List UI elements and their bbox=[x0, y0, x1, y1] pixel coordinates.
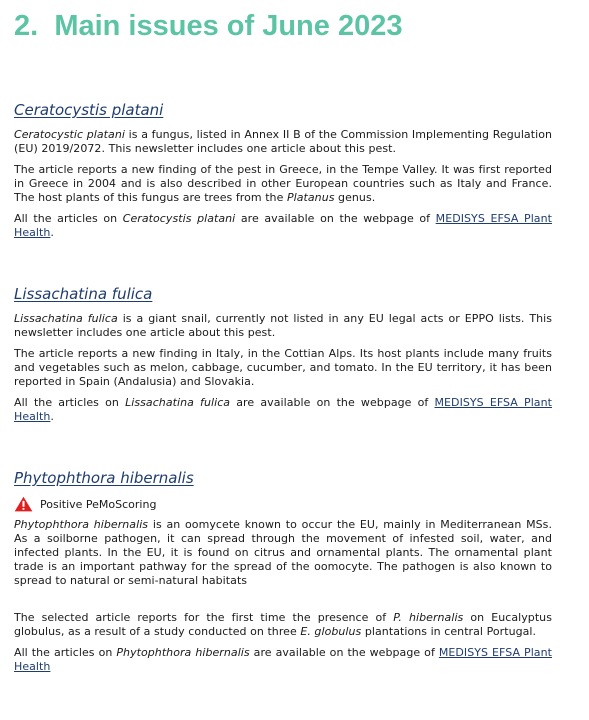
paragraph-text: . bbox=[50, 410, 54, 423]
paragraph-text: All the articles on bbox=[14, 646, 117, 659]
paragraph-intro bbox=[14, 128, 552, 156]
medisys-link[interactable]: MEDISYS EFSA Plant Health bbox=[14, 646, 552, 673]
paragraph-text: are available on the webpage of bbox=[230, 396, 435, 409]
species-name: Lissachatina fulica bbox=[125, 396, 231, 409]
paragraph-text: is a giant snail, currently not listed in any EU legal acts or EPPO lists. This newsletter includes one article about this pest. bbox=[14, 312, 553, 339]
paragraph-text: are available on the webpage of bbox=[235, 212, 436, 225]
species-name: Phytophthora hibernalis bbox=[116, 646, 250, 659]
paragraph-text: All the articles on bbox=[14, 212, 123, 225]
paragraph-text: on Eucalyptus globulus, as a result of a study conducted on three bbox=[14, 611, 552, 638]
paragraph-text: The article reports a new finding of the pest in Greece, in the Tempe Valley. It was first reported in Greece in 2004 and is also described in other European countries such as Italy and France. The host plants of this fungus are trees from the bbox=[14, 163, 552, 204]
paragraph-articles bbox=[14, 212, 552, 240]
paragraph-text: The selected article reports for the first time the presence of bbox=[14, 611, 394, 624]
page-title bbox=[14, 10, 402, 43]
paragraph-text: All the articles on bbox=[14, 396, 126, 409]
species-name: Ceratocystic platani bbox=[14, 128, 125, 141]
section-ceratocystis bbox=[14, 101, 552, 240]
paragraph-text: are available on the webpage of bbox=[249, 646, 439, 659]
paragraph-text: is a fungus, listed in Annex II B of the Commission Implementing Regulation (EU) 2019/2072. This newsletter includes one article about this pest. bbox=[14, 128, 552, 155]
paragraph-finding bbox=[14, 347, 552, 389]
genus-name: Platanus bbox=[286, 191, 335, 204]
species-name: Ceratocystis platani bbox=[122, 212, 236, 225]
section-lissachatina bbox=[14, 285, 552, 424]
pemoscoring-badge bbox=[14, 496, 552, 512]
paragraph-intro bbox=[14, 312, 552, 340]
species-name: E. globulus bbox=[300, 625, 362, 638]
section-title: Phytophthora hibernalis bbox=[14, 469, 194, 487]
paragraph-articles bbox=[14, 646, 552, 674]
section-title: Lissachatina fulica bbox=[14, 285, 153, 303]
warning-triangle-icon bbox=[14, 496, 33, 512]
species-name: Lissachatina fulica bbox=[14, 312, 118, 325]
species-name: P. hibernalis bbox=[393, 611, 464, 624]
paragraph-finding bbox=[14, 163, 552, 205]
paragraph-text: genus. bbox=[334, 191, 376, 204]
paragraph-text: is an oomycete known to occur the EU, mainly in Mediterranean MSs. As a soilborne pathogen, it can spread through the movement of infested soil, water, and infected plants. In the EU, it is found on citrus and ornamental plants. The ornamental plant trade is an important pathway for the spread of the oomocyte. The pathogen is also known to spread to natural or semi-natural habitats bbox=[14, 518, 552, 587]
warning-label: Positive PeMoScoring bbox=[40, 497, 157, 511]
species-name: Phytophthora hibernalis bbox=[14, 518, 149, 531]
medisys-link[interactable]: MEDISYS EFSA Plant Health bbox=[14, 212, 552, 239]
paragraph-intro bbox=[14, 518, 552, 588]
paragraph-finding bbox=[14, 611, 552, 639]
section-title: Ceratocystis platani bbox=[14, 101, 164, 119]
section-phytophthora bbox=[14, 469, 552, 674]
paragraph-text: The article reports a new finding in Italy, in the Cottian Alps. Its host plants include many fruits and vegetables such as melon, cabbage, cucumber, and tomato. In the EU territory, it has been reported in Spain (Andalusia) and Slovakia. bbox=[14, 347, 552, 388]
paragraph-text: . bbox=[50, 226, 54, 239]
paragraph-text: plantations in central Portugal. bbox=[361, 625, 537, 638]
paragraph-articles bbox=[14, 396, 552, 424]
heading-text: Main issues of June 2023 bbox=[54, 10, 403, 42]
heading-number: 2. bbox=[14, 10, 39, 42]
spacer bbox=[14, 595, 552, 611]
medisys-link[interactable]: MEDISYS EFSA Plant Health bbox=[14, 396, 552, 423]
